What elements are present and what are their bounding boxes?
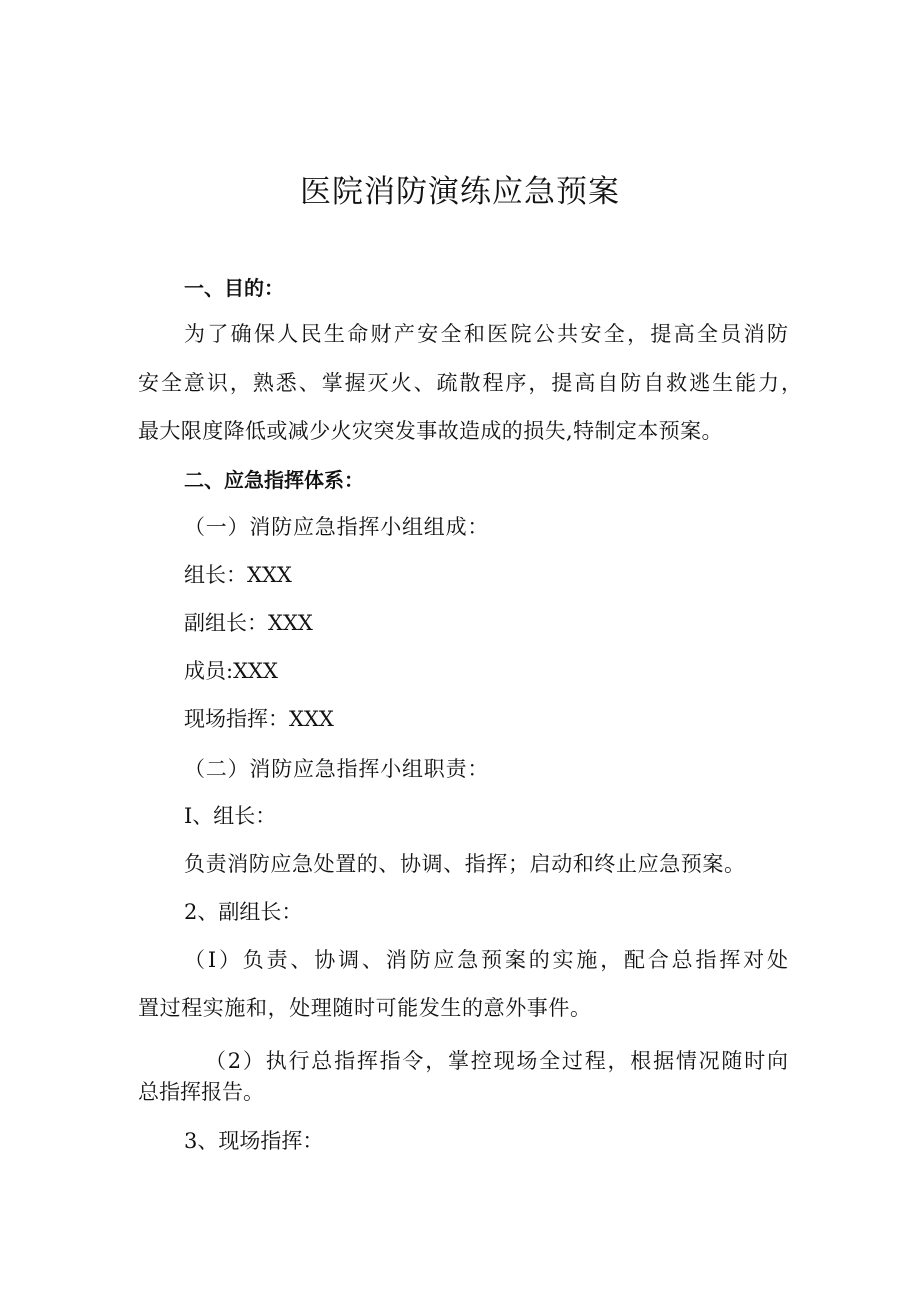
subsection-heading-duties: （二）消防应急指挥小组职责： (184, 757, 490, 781)
duty-item-2-point-1-line-2: 置过程实施和，处理随时可能发生的意外事件。 (138, 996, 592, 1020)
purpose-paragraph-line-1: 为了确保人民生命财产安全和医院公共安全，提高全员消防 (184, 322, 788, 346)
duty-item-2-point-2-line-2: 总指挥报告。 (138, 1080, 264, 1104)
duty-item-1-text: 负责消防应急处置的、协调、指挥；启动和终止应急预案。 (184, 852, 746, 876)
section-heading-command-system: 二、应急指挥体系： (184, 468, 364, 492)
section-heading-purpose: 一、目的： (184, 276, 284, 300)
member-members: 成员:XXX (184, 659, 278, 683)
member-deputy: 副组长：XXX (184, 611, 313, 635)
subsection-heading-composition: （一）消防应急指挥小组组成： (184, 515, 490, 539)
duty-item-2-point-1-line-1: （I）负责、协调、消防应急预案的实施，配合总指挥对处 (184, 948, 788, 972)
document-title: 医院消防演练应急预案 (300, 174, 620, 210)
duty-item-3-heading: 3、现场指挥： (184, 1129, 324, 1153)
duty-item-1-heading: I、组长： (184, 804, 277, 828)
duty-item-2-point-2-line-1: （2）执行总指挥指令，掌控现场全过程，根据情况随时向 (205, 1049, 788, 1073)
purpose-paragraph-line-2: 安全意识，熟悉、掌握灭火、疏散程序，提高自防自救逃生能力， (138, 371, 802, 395)
member-onsite-commander: 现场指挥：XXX (184, 707, 334, 731)
purpose-paragraph-line-3: 最大限度降低或减少火灾突发事故造成的损失,特制定本预案。 (138, 419, 723, 443)
duty-item-2-heading: 2、副组长： (184, 900, 303, 924)
member-leader: 组长：XXX (184, 563, 292, 587)
